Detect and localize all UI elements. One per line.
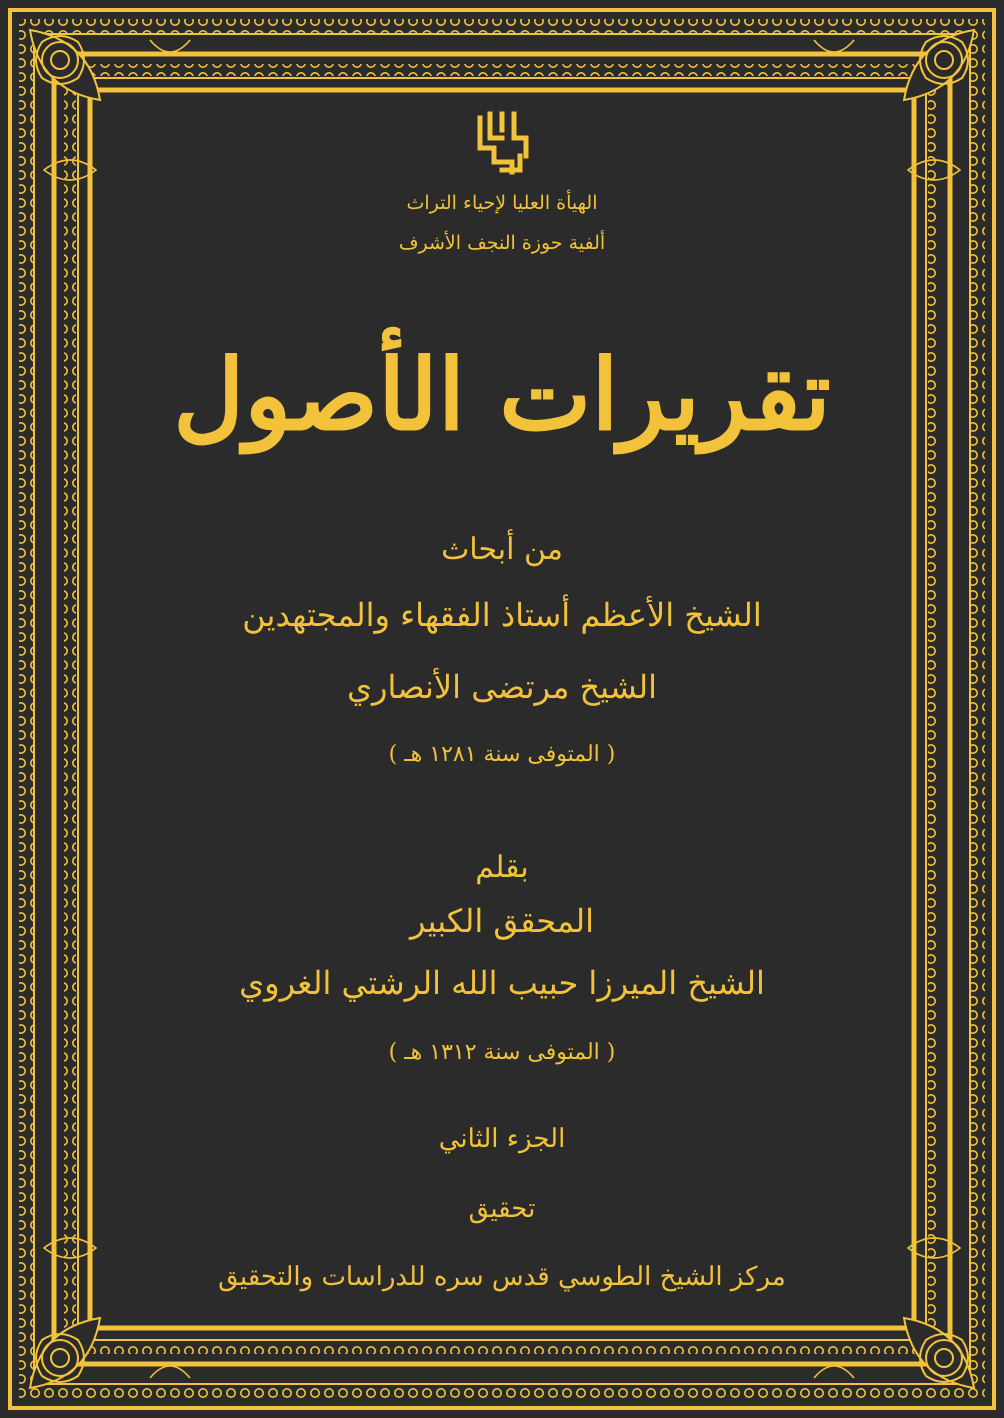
author-death-date: ( المتوفى سنة ١٢٨١ هـ ) bbox=[388, 742, 616, 767]
author-epithet: الشيخ الأعظم أستاذ الفقهاء والمجتهدين bbox=[242, 596, 762, 634]
cover-text bbox=[160, 0, 844, 1418]
writer-death-date: ( المتوفى سنة ١٣١٢ هـ ) bbox=[388, 1040, 616, 1065]
from-research: من أبحاث bbox=[441, 532, 563, 567]
book-title: تقريرات الأصول bbox=[173, 338, 831, 453]
writer-name: الشيخ الميرزا حبيب الله الرشتي الغروي bbox=[239, 964, 765, 1002]
author-name: الشيخ مرتضى الأنصاري bbox=[346, 668, 657, 706]
publisher-line-2: ألفية حوزة النجف الأشرف bbox=[398, 232, 606, 254]
writer-epithet: المحقق الكبير bbox=[409, 902, 595, 940]
edited-by-label: تحقيق bbox=[468, 1194, 536, 1224]
editor-name: مركز الشيخ الطوسي قدس سره للدراسات والتحقيق bbox=[218, 1262, 786, 1292]
volume-label: الجزء الثاني bbox=[438, 1124, 566, 1154]
publisher-line-1: الهيأة العليا لإحياء التراث bbox=[406, 192, 598, 214]
by-pen: بقلم bbox=[475, 850, 529, 885]
